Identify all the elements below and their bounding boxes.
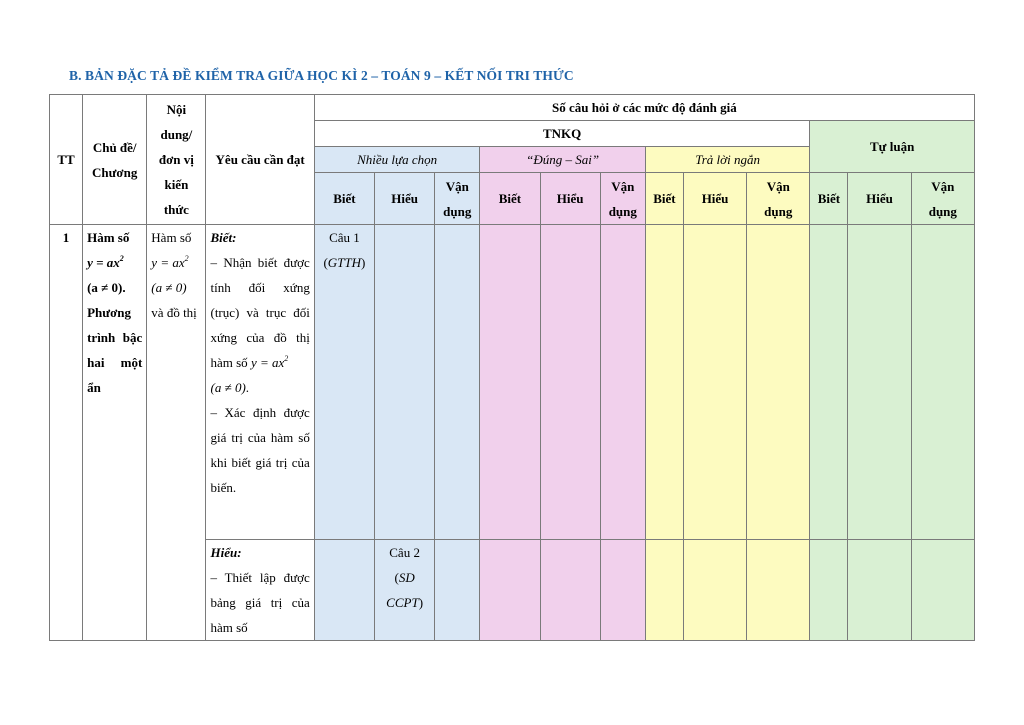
cell-tf-know (480, 225, 540, 540)
level-apply: Vận dụng (747, 173, 810, 225)
header-tnkq: TNKQ (314, 121, 810, 147)
cell-mc-apply (435, 225, 480, 540)
cell-tf-apply (600, 225, 645, 540)
cell-mc-understand: Câu 2 (SD CCPT) (375, 540, 435, 641)
cell-essay-know (810, 225, 848, 540)
requirement-know: Biết: – Nhận biết được tính đối xứng (trục) và trục đối xứng của đồ thị hàm số $y = ax^2$ (a ≠ 0). – Xác định được giá trị của hàm số khi biết giá trị của biến. (206, 225, 314, 540)
cell-tf-know (480, 540, 540, 641)
header-short-answer: Trả lời ngắn (645, 147, 809, 173)
cell-sa-know (645, 225, 683, 540)
cell-tf-apply (600, 540, 645, 641)
math-condition: (a ≠ 0). (87, 280, 126, 295)
cell-essay-apply (911, 225, 974, 540)
row-tt: 1 (50, 225, 83, 641)
cell-mc-know: Câu 1 (GTTH) (314, 225, 374, 540)
cell-mc-know (314, 540, 374, 641)
level-know: Biết (645, 173, 683, 225)
cell-tf-understand (540, 225, 600, 540)
level-understand: Hiểu (375, 173, 435, 225)
cell-essay-understand (848, 540, 911, 641)
header-true-false: “Đúng – Sai” (480, 147, 646, 173)
cell-sa-know (645, 540, 683, 641)
header-tt: TT (50, 95, 83, 225)
cell-essay-understand (848, 225, 911, 540)
header-row-1 (50, 95, 975, 121)
specification-table (49, 94, 975, 641)
row-content: Hàm số $y = ax^2$ (a ≠ 0) và đồ thị (147, 225, 206, 641)
cell-sa-apply (747, 225, 810, 540)
cell-mc-understand (375, 225, 435, 540)
header-multiple-choice: Nhiều lựa chọn (314, 147, 480, 173)
cell-sa-understand (683, 225, 746, 540)
level-apply: Vận dụng (911, 173, 974, 225)
table-row (50, 225, 975, 540)
header-topic: Chủ đề/ Chương (83, 95, 147, 225)
level-know: Biết (480, 173, 540, 225)
header-levels-title: Số câu hỏi ở các mức độ đánh giá (314, 95, 974, 121)
cell-essay-know (810, 540, 848, 641)
cell-sa-understand (683, 540, 746, 641)
level-apply: Vận dụng (435, 173, 480, 225)
cell-sa-apply (747, 540, 810, 641)
cell-tf-understand (540, 540, 600, 641)
header-content: Nội dung/ đơn vị kiến thức (147, 95, 206, 225)
level-know: Biết (314, 173, 374, 225)
math-function: $y = ax^2$ (87, 254, 124, 270)
cell-essay-apply (911, 540, 974, 641)
level-understand: Hiểu (540, 173, 600, 225)
cell-mc-apply (435, 540, 480, 641)
level-know: Biết (810, 173, 848, 225)
row-topic: Hàm số $y = ax^2$ (a ≠ 0). Phương trình bậc hai một ẩn (83, 225, 147, 641)
level-apply: Vận dụng (600, 173, 645, 225)
level-understand: Hiểu (683, 173, 746, 225)
header-requirement: Yêu cầu cần đạt (206, 95, 314, 225)
level-understand: Hiểu (848, 173, 911, 225)
document-title: B. BẢN ĐẶC TẢ ĐỀ KIỂM TRA GIỮA HỌC KÌ 2 – TOÁN 9 – KẾT NỐI TRI THỨC (69, 68, 574, 83)
requirement-understand: Hiểu: – Thiết lập được bảng giá trị của hàm số (206, 540, 314, 641)
header-essay: Tự luận (810, 121, 975, 173)
